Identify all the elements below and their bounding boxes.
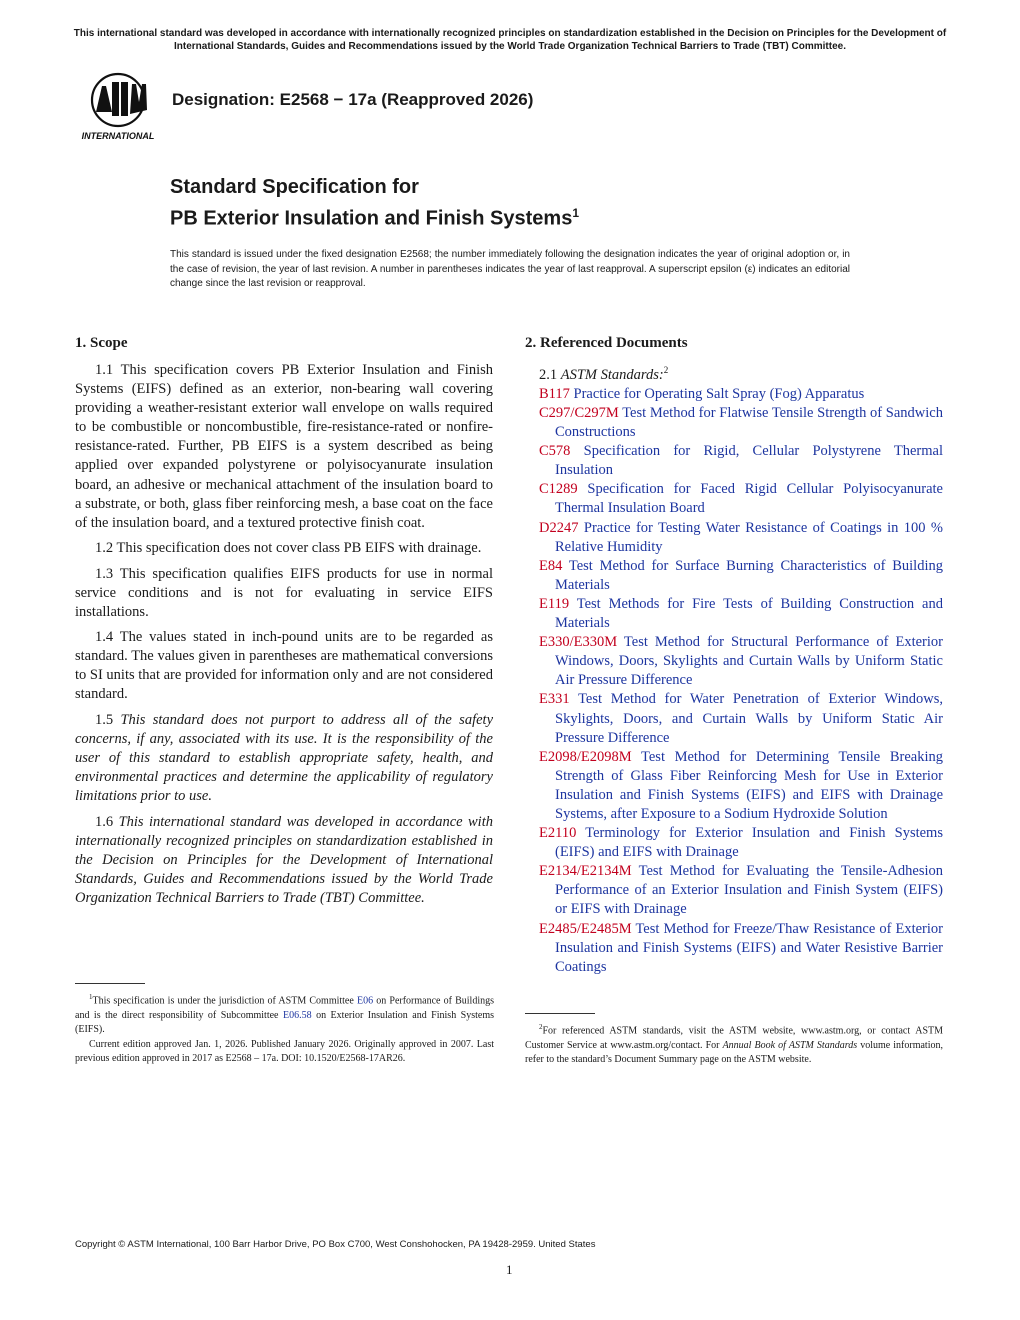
reference-code-link[interactable]: E2110 bbox=[539, 825, 577, 842]
reference-code-link[interactable]: C578 bbox=[539, 443, 571, 460]
reference-title-link[interactable]: Test Method for Evaluating the Tensile-Adhesion Performance of an Exterior Insulation and Finish System (EIFS) or EIFS with Drainage bbox=[555, 863, 943, 918]
footnote-1-para-1 bbox=[75, 990, 494, 1038]
para-text: This standard does not purport to address all of the safety concerns, if any, associated with its use. It is the responsibility of the user of this standard to establish appropriate safety, health, and environmental practices and determine the applicability of regulatory limitations prior to use. bbox=[75, 711, 494, 805]
issued-note: This standard is issued under the fixed designation E2568; the number immediately following the designation indicates the year of original adoption or, in the case of revision, the year of last revision. A number in parentheses indicates the year of last reapproval. A superscript epsilon (ε) indicates an editorial change since the last revision or reapproval. bbox=[170, 249, 850, 289]
reference-item bbox=[525, 862, 943, 919]
reference-code-link[interactable]: D2247 bbox=[539, 519, 579, 536]
astm-standards-subheading bbox=[539, 361, 943, 385]
title-footnote-mark: 1 bbox=[572, 206, 580, 220]
footnote-text: on Performance of Buildings and is the direct responsibility of Subcommittee bbox=[75, 995, 495, 1021]
reference-title-link[interactable]: Test Method for Surface Burning Characteristics of Building Materials bbox=[555, 557, 943, 593]
designation: Designation: E2568 − 17a (Reapproved 2026) bbox=[172, 90, 534, 109]
reference-code-link[interactable]: C1289 bbox=[539, 481, 578, 498]
para-text: This specification qualifies EIFS products for use in normal service conditions and is not for evaluating in service EIFS installations. bbox=[75, 565, 493, 620]
astm-logo-icon bbox=[76, 72, 160, 144]
reference-item bbox=[525, 442, 943, 480]
top-notice: This international standard was developed in accordance with internationally recognized principles on standardization established in the Decision on Principles for the Development of International Standards, Guides and Recommendations issued by the World Trade Organization Technical Barriers to Trade (TBT) Committee. bbox=[73, 28, 947, 52]
scope-paragraph bbox=[75, 813, 493, 908]
title-line-2-text: PB Exterior Insulation and Finish Systems bbox=[170, 207, 573, 230]
para-number: 1.3 bbox=[95, 565, 114, 582]
scope-paragraph bbox=[75, 565, 493, 622]
reference-item bbox=[525, 920, 943, 977]
reference-code-link[interactable]: E2134/E2134M bbox=[539, 863, 632, 880]
reference-item bbox=[525, 748, 943, 824]
reference-code-link[interactable]: E119 bbox=[539, 595, 570, 612]
footnote-divider bbox=[525, 1013, 595, 1014]
reference-title-link[interactable]: Test Method for Water Penetration of Exterior Windows, Skylights, Doors, and Curtain Walls by Uniform Static Air Pressure Difference bbox=[555, 691, 943, 746]
copyright: Copyright © ASTM International, 100 Barr Harbor Drive, PO Box C700, West Conshohocken, PA 19428-2959. United States bbox=[75, 1239, 596, 1250]
reference-item bbox=[525, 480, 943, 518]
title-line-2 bbox=[170, 200, 579, 232]
footnote-text: This specification is under the jurisdiction of ASTM Committee bbox=[92, 995, 354, 1007]
scope-paragraph bbox=[75, 539, 493, 558]
subsection-label: ASTM Standards: bbox=[560, 366, 664, 383]
committee-link[interactable]: E06 bbox=[356, 995, 374, 1007]
reference-code-link[interactable]: E2485/E2485M bbox=[539, 920, 632, 937]
reference-title-link[interactable]: Specification for Rigid, Cellular Polystyrene Thermal Insulation bbox=[555, 443, 943, 479]
reference-item bbox=[525, 385, 943, 404]
footnote-mark: 2 bbox=[663, 365, 669, 375]
document-title bbox=[170, 174, 579, 232]
reference-title-link[interactable]: Test Method for Flatwise Tensile Strength of Sandwich Constructions bbox=[555, 405, 943, 441]
astm-logo bbox=[76, 72, 160, 144]
reference-code-link[interactable]: B117 bbox=[539, 385, 570, 402]
para-text: This international standard was developed in accordance with internationally recognized principles on standardization established in the Decision on Principles for the Development of International Standards, Guides and Recommendations issued by the World Trade Organization Technical Barriers to Trade (TBT) Committee. bbox=[75, 813, 493, 906]
subsection-number: 2.1 bbox=[539, 366, 558, 383]
title-line-1: Standard Specification for bbox=[170, 176, 419, 198]
reference-item bbox=[525, 404, 943, 442]
footnote-italic-text: Annual Book of ASTM Standards bbox=[722, 1039, 858, 1051]
para-text: The values stated in inch-pound units are to be regarded as standard. The values given in parentheses are mathematical conversions to SI units that are provided for information only and are not considered standard. bbox=[75, 629, 493, 703]
para-text: This specification covers PB Exterior Insulation and Finish Systems (EIFS) defined as an exterior, non-bearing wall covering providing a weather-resistant exterior wall envelope on walls required to be combustible or noncombustible, fire-resistance-rated or nonfire-resistance-rated. Further, PB EIFS is a system described as being applied over expanded polystyrene or polyisocyanurate insulation board, an adhesive or mechanical attachment of the insulation board to a substrate, or both, glass fiber reinforcing mesh, a base coat on the face of the insulation board, and a textured protective finish coat. bbox=[75, 362, 493, 531]
reference-item bbox=[525, 519, 943, 557]
para-number: 1.6 bbox=[95, 813, 114, 830]
reference-code-link[interactable]: E330/E330M bbox=[539, 634, 618, 651]
reference-title-link[interactable]: Test Methods for Fire Tests of Building Construction and Materials bbox=[555, 595, 943, 632]
footnote-2-para bbox=[525, 1020, 943, 1068]
referenced-documents-section bbox=[525, 335, 943, 977]
page-number: 1 bbox=[506, 1262, 513, 1277]
reference-title-link[interactable]: Terminology for Exterior Insulation and Finish Systems (EIFS) and EIFS with Drainage bbox=[555, 825, 943, 861]
footnote-mark: 2 bbox=[539, 1023, 543, 1031]
reference-code-link[interactable]: E2098/E2098M bbox=[539, 748, 632, 765]
reference-code-link[interactable]: C297/C297M bbox=[539, 405, 619, 422]
para-number: 1.1 bbox=[95, 362, 114, 378]
reference-code-link[interactable]: E331 bbox=[539, 691, 570, 708]
scope-section bbox=[75, 335, 493, 914]
footnote-text: on Exterior Insulation and Finish Systems (EIFS). bbox=[75, 1009, 495, 1036]
svg-text:INTERNATIONAL: INTERNATIONAL bbox=[81, 131, 155, 141]
reference-code-link[interactable]: E84 bbox=[539, 557, 563, 574]
footnote-2 bbox=[525, 1020, 943, 1068]
scope-paragraph bbox=[75, 628, 493, 704]
reference-title-link[interactable]: Specification for Faced Rigid Cellular Polyisocyanurate Thermal Insulation Board bbox=[555, 481, 943, 517]
reference-title-link[interactable]: Test Method for Freeze/Thaw Resistance of Exterior Insulation and Finish Systems (EIFS) and Water Resistive Barrier Coatings bbox=[555, 920, 943, 975]
footnote-divider bbox=[75, 983, 145, 984]
reference-item bbox=[525, 690, 943, 747]
footnote-1 bbox=[75, 990, 494, 1067]
para-number: 1.2 bbox=[95, 540, 114, 557]
scope-paragraph bbox=[75, 361, 493, 533]
para-number: 1.5 bbox=[95, 711, 114, 728]
reference-title-link[interactable]: Test Method for Determining Tensile Breaking Strength of Glass Fiber Reinforcing Mesh for Use in Exterior Insulation and Finish Systems (EIFS) and EIFS with Drainage Systems, after Exposure to a Sodium Hydroxide Solution bbox=[555, 748, 943, 822]
subcommittee-link[interactable]: E06.58 bbox=[282, 1009, 312, 1021]
reference-title-link[interactable]: Practice for Operating Salt Spray (Fog) Apparatus bbox=[573, 385, 865, 402]
footnote-1-para-2: Current edition approved Jan. 1, 2026. Published January 2026. Originally approved in 2007. Last previous edition approved in 2017 as E2568 – 17a. DOI: 10.1520/E2568-17AR26. bbox=[75, 1038, 494, 1065]
scope-heading: 1. Scope bbox=[75, 335, 128, 351]
reference-item bbox=[525, 824, 943, 862]
para-number: 1.4 bbox=[95, 629, 114, 646]
reference-item bbox=[525, 557, 943, 595]
footnote-text: For referenced ASTM standards, visit the ASTM website, www.astm.org, or contact ASTM Customer Service at www.astm.org/contact. For bbox=[525, 1025, 943, 1051]
para-text: This specification does not cover class PB EIFS with drainage. bbox=[116, 540, 482, 557]
footnote-text: volume information, refer to the standard’s Document Summary page on the ASTM website. bbox=[525, 1039, 943, 1066]
reference-item bbox=[525, 595, 943, 633]
reference-title-link[interactable]: Test Method for Structural Performance of Exterior Windows, Doors, Skylights and Curtain Walls by Uniform Static Air Pressure Difference bbox=[555, 634, 943, 689]
scope-paragraph bbox=[75, 711, 493, 806]
reference-title-link[interactable]: Practice for Testing Water Resistance of Coatings in 100 % Relative Humidity bbox=[555, 519, 944, 555]
footnote-mark: 1 bbox=[89, 993, 93, 1001]
reference-item bbox=[525, 633, 943, 690]
referenced-heading: 2. Referenced Documents bbox=[525, 335, 688, 351]
